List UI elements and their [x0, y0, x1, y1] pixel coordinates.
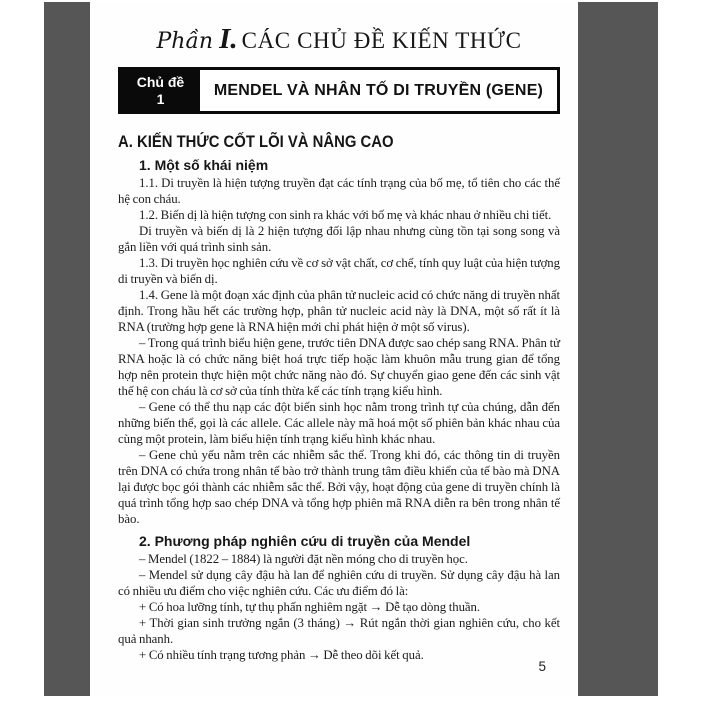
paragraph-1-1: 1.1. Di truyền là hiện tượng truyền đạt các tính trạng của bố mẹ, tổ tiên cho các thế hệ con cháu. — [118, 176, 560, 206]
bullet-contrasting-traits: + Có nhiều tính trạng tương phản → Dễ theo dõi kết quả. — [139, 648, 424, 662]
paragraph-1-3: 1.3. Di truyền học nghiên cứu về cơ sở vật chất, cơ chế, tính quy luật của hiện tượng di truyền và biến dị. — [118, 256, 560, 286]
section-a-heading: A. KIẾN THỨC CỐT LÕI VÀ NÂNG CAO — [118, 133, 394, 151]
subsection-2-heading: 2. Phương pháp nghiên cứu di truyền của Mendel — [139, 533, 471, 549]
paragraph-gene-expression: – Trong quá trình biểu hiện gene, trước tiên DNA được sao chép sang RNA. Phân tử RNA hoặc là có chức năng biệt hoá trực tiếp hoặc làm khuôn mẫu trung gian để tổng hợp nên protein thực hiện một chức năng nào đó. Sự chuyển giao gene đến các sinh vật thế hệ con cháu là cơ sở của tính thừa kế các tính trạng kiểu hình. — [118, 336, 560, 398]
topic-box — [118, 67, 560, 114]
topic-label — [121, 70, 200, 111]
topic-label-word: Chủ đề — [136, 73, 185, 90]
mendel-method-body — [118, 551, 560, 663]
paragraph-chromosome: – Gene chủ yếu nằm trên các nhiễm sắc thể. Trong khi đó, các thông tin di truyền trên DNA có chứa trong nhân tế bào trở thành trung tâm điều khiển của tế bào mà DNA lại được bọc gói thành các nhiễm sắc thể. Bởi vậy, hoạt động của gene di truyền chính là quá trình tổng hợp sao chép DNA và tổng hợp phiên mã RNA diễn ra bên trong nhân tế bào. — [118, 448, 560, 526]
topic-label-number: 1 — [156, 90, 165, 107]
part-numeral: I. — [219, 23, 238, 55]
scanned-page-photo — [44, 2, 658, 696]
book-page — [90, 2, 578, 696]
paragraph-mendel-dates: – Mendel (1822 – 1884) là người đặt nền móng cho di truyền học. — [139, 552, 468, 566]
paragraph-mendel-pea: – Mendel sử dụng cây đậu hà lan để nghiên cứu di truyền. Sử dụng cây đậu hà lan có nhiều ưu điểm cho việc nghiên cứu. Các ưu điểm đó là: — [118, 568, 560, 598]
paragraph-allele: – Gene có thể thu nạp các đột biến sinh học nằm trong trình tự của chúng, dẫn đến những biến thể, gọi là các allele. Các allele này mã hoá một số phiên bản khác nhau của cùng một protein, làm biểu hiện tính trạng kiểu hình khác nhau. — [118, 400, 560, 446]
paragraph-1-4: 1.4. Gene là một đoạn xác định của phân tử nucleic acid có chức năng di truyền nhất định. Trong hầu hết các trường hợp, phân tử nucleic acid này là DNA, một số rất ít là RNA (trường hợp gene là RNA hiện mới chỉ phát hiện ở một số virus). — [118, 288, 560, 334]
part-title — [118, 23, 560, 56]
bullet-bisexual-flower: + Có hoa lưỡng tính, tự thụ phấn nghiêm ngặt → Dễ tạo dòng thuần. — [139, 600, 481, 614]
concepts-body — [118, 175, 560, 527]
bullet-short-growth: + Thời gian sinh trưởng ngắn (3 tháng) → Rút ngắn thời gian nghiên cứu, cho kết quả nhanh. — [118, 616, 560, 646]
page-number: 5 — [538, 659, 546, 674]
part-word: Phần — [156, 29, 214, 54]
subsection-1-heading: 1. Một số khái niệm — [139, 157, 269, 173]
paragraph-1-2: 1.2. Biến dị là hiện tượng con sinh ra khác với bố mẹ và khác nhau ở nhiều chi tiết. — [139, 208, 552, 222]
paragraph-contrast: Di truyền và biến dị là 2 hiện tượng đối lập nhau nhưng cùng tồn tại song song và gắn liền với quá trình sinh sản. — [118, 224, 560, 254]
part-title-text: CÁC CHỦ ĐỀ KIẾN THỨC — [241, 28, 522, 53]
topic-title: MENDEL VÀ NHÂN TỐ DI TRUYỀN (GENE) — [213, 81, 544, 99]
